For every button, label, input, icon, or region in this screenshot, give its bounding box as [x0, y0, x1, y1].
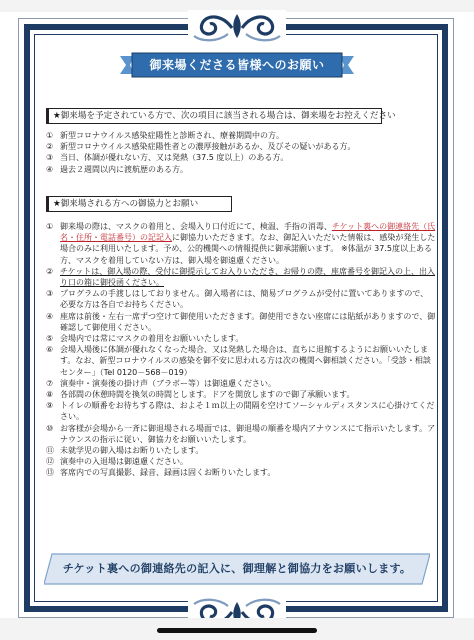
section1-heading: ★御来場を予定されている方で、次の項目に該当される場合は、御来場をお控えください — [46, 108, 382, 124]
list-item: ⑧ 各部間の休憩時間を換気の時間とします。ドアを開放しますので御了承願います。 — [46, 390, 355, 400]
list-item: ⑤ 会場内では常にマスクの着用をお願いいたします。 — [46, 334, 244, 344]
list-item: ① 新型コロナウイルス感染症陽性と診断され、療養期間中の方。 — [46, 131, 284, 140]
list-item: ② 新型コロナウイルス感染症陽性者との濃厚接触があるか、及びその疑いがある方。 — [46, 142, 356, 152]
section2-list — [46, 221, 436, 479]
list-item: ⑫ 演奏中の入退場は御遠慮ください。 — [46, 457, 188, 467]
list-item: ⑨ トイレの順番をお待ちする際は、およそ１ｍ以上の間隔を空けてソーシャルディスタンスに心掛けてください。 — [46, 401, 435, 422]
list-item: ④ 座席は前後・左右一席ずつ空けて御使用いただきます。御使用できない座席には貼紙がありますので、御確認して御使用ください。 — [46, 311, 436, 332]
top-ornament — [188, 10, 286, 46]
list-item: ⑩ お客様が会場から一斉に御退場される場面では、御退場の順番を場内アナウンスにて指示いたします。アナウンスの指示に従い、御協力をお願いいたします。 — [46, 423, 436, 444]
note-text: チケット裏への御連絡先の記入に、御理解と御協力をお願いします。 — [62, 562, 412, 575]
scroll-ornament-icon — [188, 10, 286, 46]
ticket-instruction: チケットは、御入場の際、受付に御提示してお入りいただき、お帰りの際、座席番号を御記入の上、出入り口の箱に御投函ください。 — [60, 266, 435, 288]
list-item: ⑦ 演奏中・演奏後の掛け声（ブラボー等）は御遠慮ください。 — [46, 378, 276, 388]
list-item: ① 御来場の際は、マスクの着用と、会場入り口付近にて、検温、手指の消毒、チケット裏への御連絡先（氏名・住所・電話番号）の記記入に御協力いただきます。なお、御記入いただいた情報は、感染が発生した場合のみに利用いたします。予め、公的機関への情報提供に御承諾願います。 ※体温が 37.5度以上ある方、マスクを着用していない方は、御入場を御遠慮ください。 — [46, 222, 436, 265]
list-item: ③ 当日、体調が優れない方、又は発熱（37.5 度以上）のある方。 — [46, 153, 289, 163]
list-item: ⑬ 客席内での写真撮影、録音、録画は固くお断りいたします。 — [46, 468, 276, 478]
contact-info-emphasis: チケット裏への御連絡先（氏名・住所・電話番号）の記記入 — [60, 222, 436, 243]
list-item: ③ プログラムの手渡しはしておりません。御入場者には、簡易プログラムが受付に置いてありますので、必要な方は各自でお持ちください。 — [46, 289, 429, 310]
list-item: ⑥ 会場入場後に体調が優れなくなった場合、又は発熱した場合は、直ちに退館するようにお願いいたします。なお、新型コロナウイルスの感染を御不安に思われる方は次の機関へ御相談ください。「受診・相談センター」（Tel 0120－568－019） — [46, 345, 431, 377]
list-item: ② チケットは、御入場の際、受付に御提示してお入りいただき、お帰りの際、座席番号を御記入の上、出入り口の箱に御投函ください。 — [46, 266, 435, 288]
page-title: 御来場くださる皆様へのお願い — [149, 58, 325, 72]
list-item: ④ 過去２週間以内に渡航歴のある方。 — [46, 164, 188, 174]
home-indicator[interactable] — [157, 628, 317, 633]
section2-heading: ★御来場される方への御協力とお願い — [46, 196, 232, 212]
list-item: ⑪ 未就学児の御入場はお断りいたします。 — [46, 446, 204, 456]
section1-list — [46, 130, 436, 175]
